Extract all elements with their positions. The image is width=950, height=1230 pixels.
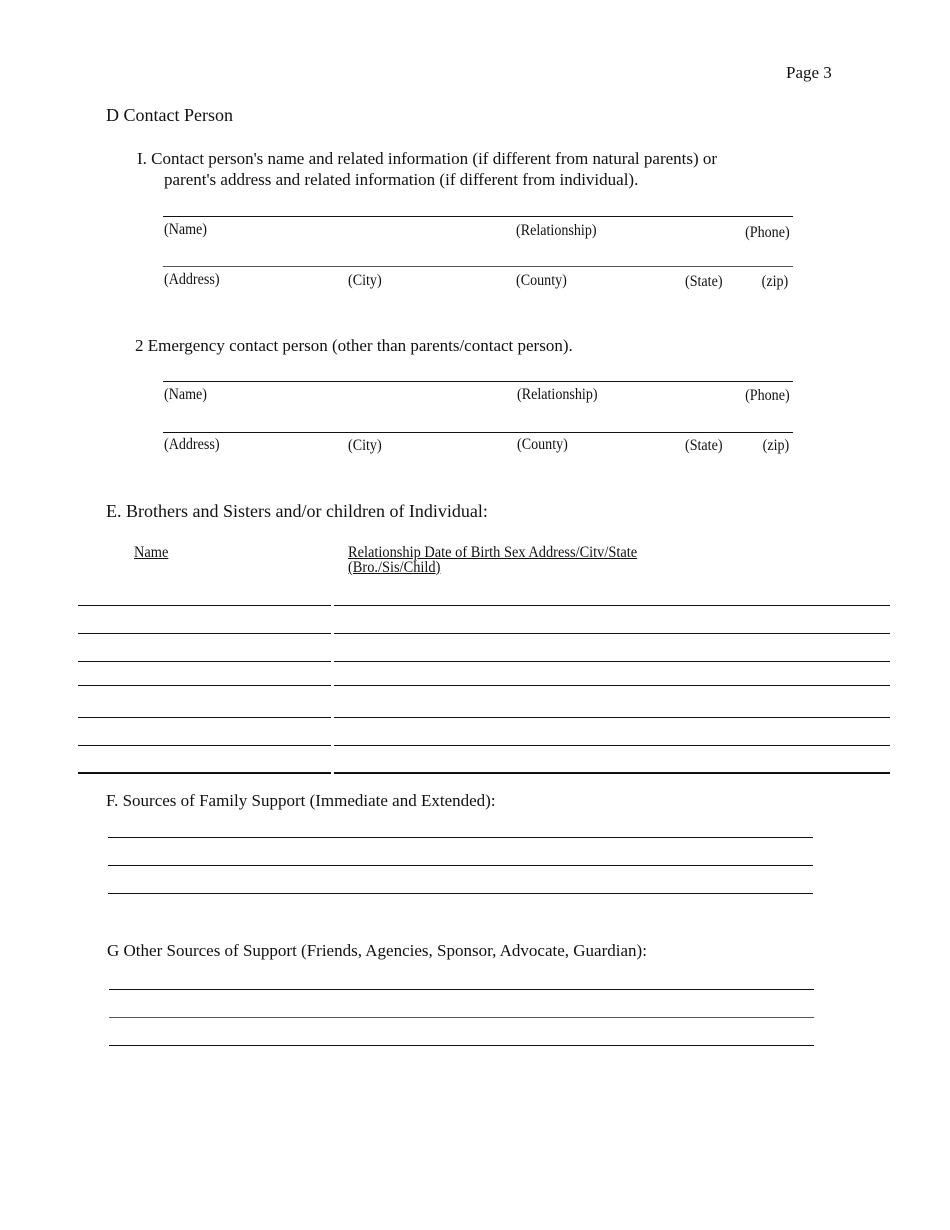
table-row[interactable]	[78, 661, 331, 662]
contact-phone-label: (Phone)	[745, 224, 790, 241]
emergency-name-label: (Name)	[164, 386, 207, 403]
family-support-line[interactable]	[108, 865, 813, 866]
contact-name-label: (Name)	[164, 221, 207, 238]
table-row[interactable]	[334, 717, 890, 718]
table-row[interactable]	[334, 745, 890, 746]
table-row[interactable]	[334, 685, 890, 686]
table-row[interactable]	[78, 745, 331, 746]
table-row[interactable]	[334, 661, 890, 662]
table-row[interactable]	[78, 685, 331, 686]
siblings-details-header: Relationship Date of Birth Sex Address/Citv/State	[348, 544, 638, 561]
other-support-line[interactable]	[109, 1017, 814, 1018]
contact-state-label: (State)	[685, 273, 723, 290]
table-row[interactable]	[78, 605, 331, 606]
table-row[interactable]	[334, 605, 890, 606]
contact-city-label: (City)	[348, 272, 382, 289]
section-f-title: F. Sources of Family Support (Immediate and Extended):	[106, 791, 496, 810]
siblings-name-header: Name	[134, 544, 169, 561]
section-d-item2-title: 2 Emergency contact person (other than parents/contact person).	[135, 336, 573, 355]
section-d-title: D Contact Person	[106, 105, 233, 125]
section-e-title: E. Brothers and Sisters and/or children of Individual:	[106, 501, 488, 521]
contact-name-line[interactable]	[163, 216, 793, 217]
contact-address-label: (Address)	[164, 271, 220, 288]
emergency-phone-label: (Phone)	[745, 387, 790, 404]
other-support-line[interactable]	[109, 1045, 814, 1046]
emergency-city-label: (City)	[348, 437, 382, 454]
contact-zip-label: (zip)	[761, 273, 788, 290]
family-support-line[interactable]	[108, 837, 813, 838]
section-g-title: G Other Sources of Support (Friends, Agencies, Sponsor, Advocate, Guardian):	[107, 941, 647, 960]
emergency-state-label: (State)	[685, 437, 723, 454]
emergency-address-label: (Address)	[164, 436, 220, 453]
emergency-relationship-label: (Relationship)	[517, 386, 598, 403]
table-row[interactable]	[78, 717, 331, 718]
contact-county-label: (County)	[516, 272, 567, 289]
page-number: Page 3	[786, 63, 832, 82]
table-row[interactable]	[334, 633, 890, 634]
contact-address-line[interactable]	[163, 266, 793, 267]
emergency-address-line[interactable]	[163, 432, 793, 433]
emergency-name-line[interactable]	[163, 381, 793, 382]
section-d-item1-line2: parent's address and related information (if different from individual).	[164, 170, 639, 189]
table-row[interactable]	[78, 633, 331, 634]
contact-relationship-label: (Relationship)	[516, 222, 597, 239]
other-support-line[interactable]	[109, 989, 814, 990]
table-row[interactable]	[334, 772, 890, 774]
section-d-item1-line1: I. Contact person's name and related information (if different from natural parents) or	[137, 149, 718, 168]
emergency-county-label: (County)	[517, 436, 568, 453]
family-support-line[interactable]	[108, 893, 813, 894]
table-row[interactable]	[78, 772, 331, 774]
siblings-details-subheader: (Bro./Sis/Child)	[348, 559, 441, 576]
emergency-zip-label: (zip)	[762, 437, 789, 454]
